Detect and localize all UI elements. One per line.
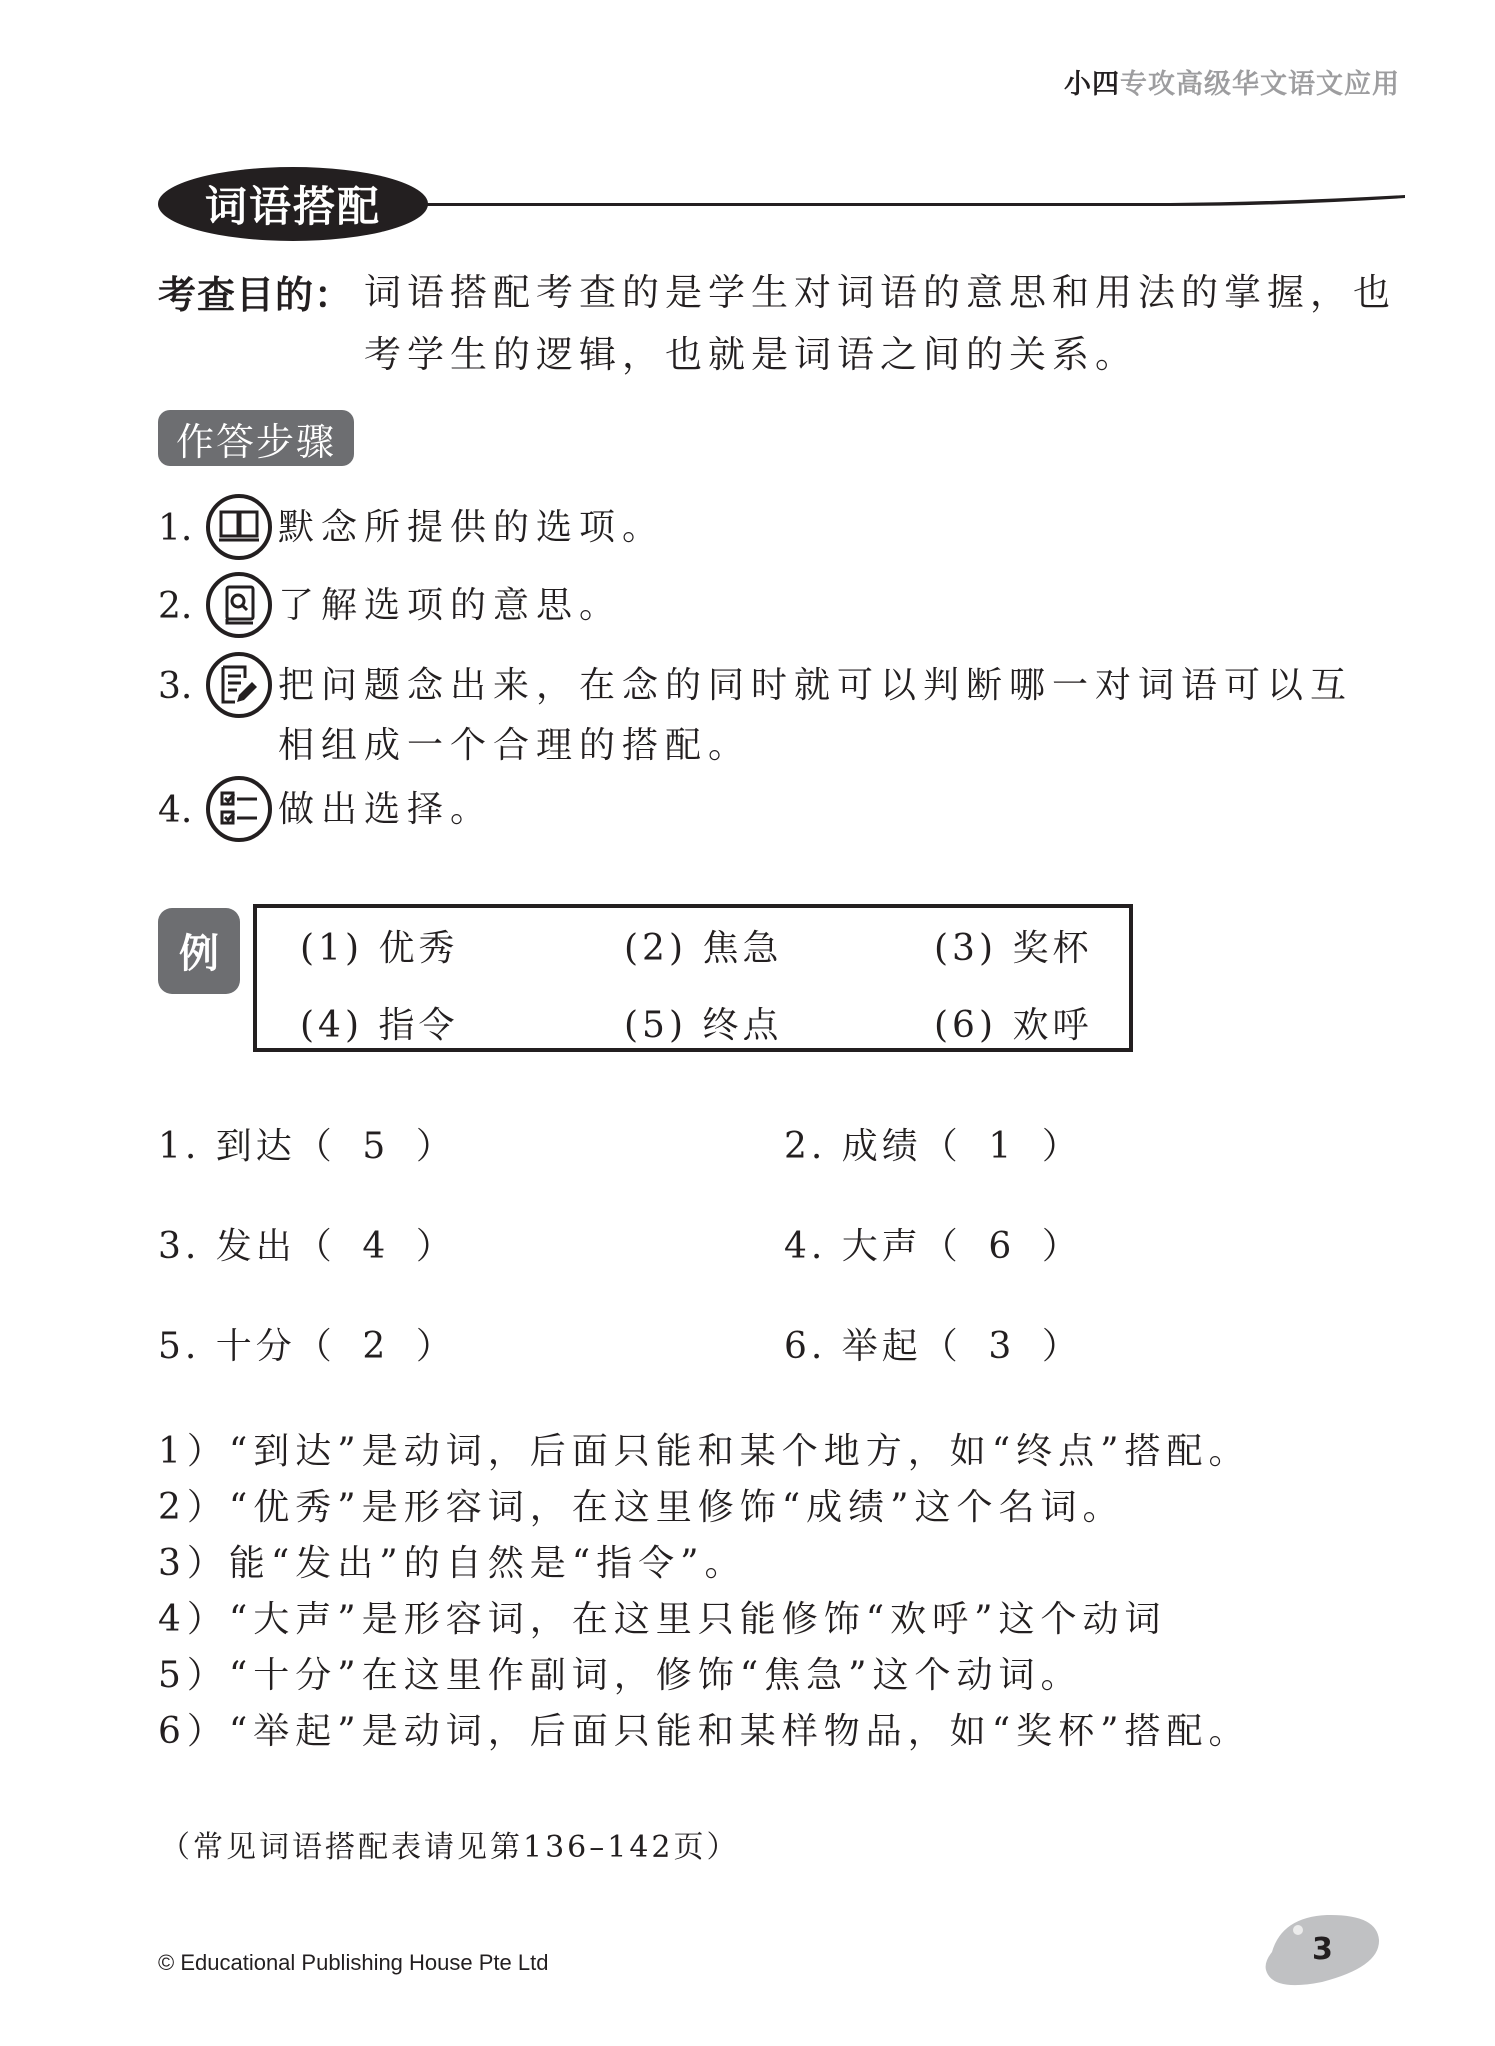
- answer-value: 1: [988, 1126, 1016, 1167]
- answer-value: 5: [362, 1126, 390, 1167]
- section-title-pill: [158, 167, 428, 241]
- step-text: 把问题念出来，在念的同时就可以判断哪一对词语可以互相组成一个合理的搭配。: [278, 665, 1354, 766]
- book-title-rest: 专攻高级华文语文应用: [1120, 69, 1400, 100]
- step-text: 默念所提供的选项。: [278, 507, 666, 548]
- reference-note: （常见词语搭配表请见第136–142页）: [160, 1830, 740, 1865]
- step-text: 做出选择。: [278, 789, 494, 830]
- page-number: 3: [1312, 1932, 1333, 1967]
- copyright: © Educational Publishing House Pte Ltd: [158, 1950, 549, 1975]
- book-grade: 小四: [1064, 69, 1120, 100]
- question-label: 6. 举起: [784, 1326, 922, 1367]
- answer-value: 6: [988, 1226, 1016, 1267]
- answer-value: 4: [362, 1226, 390, 1267]
- explanations: [158, 1424, 1251, 1760]
- question-item: 1. 到达（ 5 ）: [158, 1126, 456, 1167]
- step-item: [158, 494, 1388, 564]
- step-text: 了解选项的意思。: [278, 585, 623, 626]
- section-title: 词语搭配: [204, 182, 381, 231]
- step-number: 2.: [158, 586, 193, 627]
- question-item: 4. 大声（ 6 ）: [784, 1226, 1082, 1267]
- explanation-line: 2）“优秀”是形容词，在这里修饰“成绩”这个名词。: [158, 1487, 1125, 1528]
- book-search-icon: [206, 572, 272, 638]
- explanation-line: 6）“举起”是动词，后面只能和某样物品，如“奖杯”搭配。: [158, 1711, 1251, 1752]
- steps-title-pill: [158, 410, 354, 466]
- explanation-line: 5）“十分”在这里作副词，修饰“焦急”这个动词。: [158, 1655, 1083, 1696]
- question-label: 5. 十分: [158, 1326, 296, 1367]
- question-label: 1. 到达: [158, 1126, 296, 1167]
- question-item: 3. 发出（ 4 ）: [158, 1226, 456, 1267]
- option-item: (1) 优秀: [300, 928, 459, 969]
- checklist-icon: [206, 776, 272, 842]
- step-number: 3.: [158, 666, 193, 707]
- option-item: (6) 欢呼: [934, 1005, 1093, 1046]
- option-item: (4) 指令: [300, 1005, 459, 1046]
- question-item: 6. 举起（ 3 ）: [784, 1326, 1082, 1367]
- explanation-line: 4）“大声”是形容词，在这里只能修饰“欢呼”这个动词: [158, 1599, 1167, 1640]
- question-label: 2. 成绩: [784, 1126, 922, 1167]
- option-item: (2) 焦急: [624, 928, 783, 969]
- purpose-text: 词语搭配考查的是学生对词语的意思和用法的掌握，也考学生的逻辑，也就是词语之间的关系。: [364, 271, 1396, 376]
- explanation-line: 1）“到达”是动词，后面只能和某个地方，如“终点”搭配。: [158, 1431, 1251, 1472]
- document-pencil-icon: [206, 652, 272, 718]
- explanation-line: 3）能“发出”的自然是“指令”。: [158, 1543, 747, 1584]
- answer-value: 2: [362, 1326, 390, 1367]
- steps-title: 作答步骤: [175, 419, 336, 464]
- step-number: 4.: [158, 790, 193, 831]
- step-number: 1.: [158, 508, 193, 549]
- purpose-label: 考查目的：: [158, 273, 354, 317]
- question-item: 2. 成绩（ 1 ）: [784, 1126, 1082, 1167]
- step-item: [158, 572, 1388, 642]
- example-badge-label: 例: [179, 931, 219, 977]
- section-divider: [420, 194, 1410, 210]
- question-label: 4. 大声: [784, 1226, 922, 1267]
- book-title: [1064, 62, 1400, 101]
- question-item: 5. 十分（ 2 ）: [158, 1326, 456, 1367]
- open-book-icon: [206, 494, 272, 560]
- step-item: [158, 652, 1388, 776]
- option-item: (3) 奖杯: [934, 928, 1093, 969]
- answer-value: 3: [988, 1326, 1016, 1367]
- example-badge: [158, 908, 240, 994]
- question-label: 3. 发出: [158, 1226, 296, 1267]
- step-item: [158, 776, 1388, 846]
- option-item: (5) 终点: [624, 1005, 783, 1046]
